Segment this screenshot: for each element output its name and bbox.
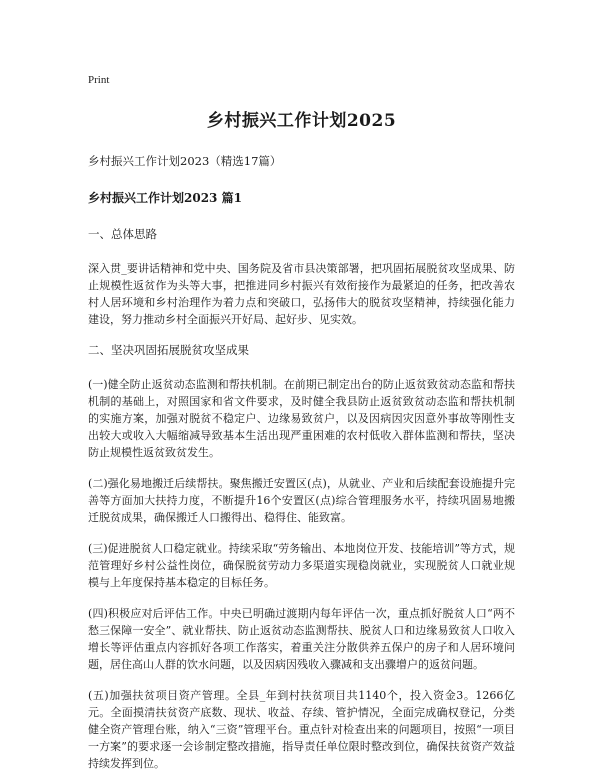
paragraph-1: 深入贯_要讲话精神和党中央、国务院及省市县决策部署，把巩固拓展脱贫攻坚成果、防止规模性返贫作为头等大事，把推进同乡村振兴有效衔接作为最紧迫的任务，把改善农村人居环境和乡村治理作为着力点和突破口，弘扬伟大的脱贫攻坚精神，持续强化能力建设，努力推动乡村全面振兴开好局、起好步、见实效。 (88, 262, 515, 326)
document-title: 乡村振兴工作计划2025 (206, 111, 397, 131)
section-title: 乡村振兴工作计划2023 篇1 (88, 191, 242, 205)
paragraph-2: (一)健全防止返贫动态监测和帮扶机制。在前期已制定出台的防止返贫致贫动态监和帮扶机制的基础上，对照国家和省文件要求，及时健全我县防止返贫致贫动态监和帮扶机制的实施方案，加强对脱贫不稳定户、边缘易致贫户，以及因病因灾因意外事故等刚性支出较大或收入大幅缩减导致基本生活出现严重困难的农村低收入群体监测和帮扶，坚决防止规模性返贫致贫发生。 (88, 378, 515, 459)
paragraph-4: (三)促进脱贫人口稳定就业。持续采取“劳务输出、本地岗位开发、技能培训”等方式，规范管理好乡村公益性岗位，确保脱贫劳动力多渠道实现稳岗就业，实现脱贫人口就业规模与上年度保持基本稳定的目标任务。 (88, 542, 515, 589)
print-link[interactable]: Print (88, 74, 110, 86)
paragraph-3: (二)强化易地搬迁后续帮扶。聚焦搬迁安置区(点)，从就业、产业和后续配套设施提升完善等方面加大扶持力度，不断提升16个安置区(点)综合管理服务水平，持续巩固易地搬迁脱贫成果，确保搬迁人口搬得出、稳得住、能致富。 (88, 477, 515, 524)
heading-overall-approach: 一、总体思路 (88, 227, 157, 241)
paragraph-6: (五)加强扶贫项目资产管理。全县_年到村扶贫项目共1140个，投入资金3。1266亿元。全面摸清扶贫资产底数、现状、收益、存续、管护情况，全面完成确权登记，分类健全资产管理台账，纳入“三资”管理平台。重点针对检查出来的问题项目，按照“一项目一方案”的要求逐一会诊制定整改措施，指导责任单位限时整改到位，确保扶贫资产效益持续发挥到位。 (88, 689, 515, 770)
heading-consolidate-results: 二、坚决巩固拓展脱贫攻坚成果 (88, 343, 249, 357)
document-subtitle: 乡村振兴工作计划2023（精选17篇） (88, 154, 282, 168)
paragraph-5: (四)积极应对后评估工作。中央已明确过渡期内每年评估一次，重点抓好脱贫人口“两不愁三保障一安全”、就业帮扶、防止返贫动态监测帮扶、脱贫人口和边缘易致贫人口收入增长等评估重点内容抓好各项工作落实，着重关注分散供养五保户的房子和人居环境问题，居住高山人群的饮水问题，以及因病因残收入骤减和支出骤增户的返贫问题。 (88, 607, 515, 671)
